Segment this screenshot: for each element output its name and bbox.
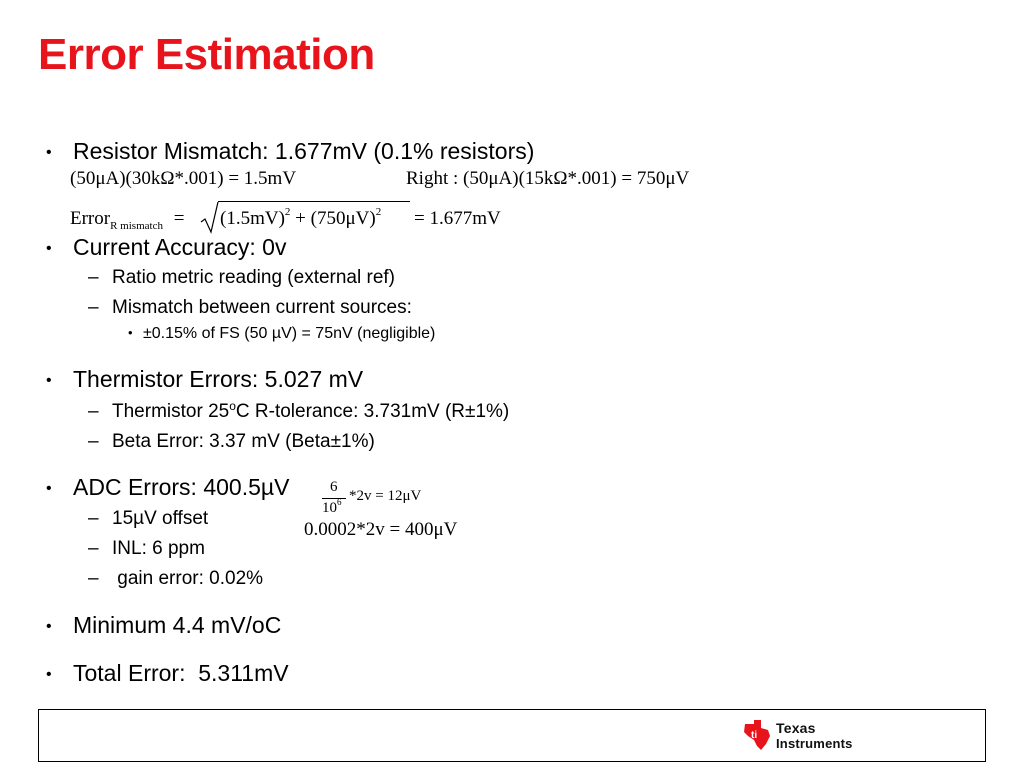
dash-marker: – (88, 267, 99, 288)
bullet-dot: • (46, 480, 52, 497)
bullet-dot: • (46, 618, 52, 635)
equation-error-result: = 1.677mV (414, 208, 501, 229)
dash-marker: – (88, 401, 99, 422)
thermistor-tol-pre: Thermistor 25 (112, 401, 230, 422)
sub-ratio-metric: Ratio metric reading (external ref) (112, 267, 395, 288)
equation-gain-calc: 0.0002*2v = 400μV (304, 519, 458, 540)
frac-rest: *2v = 12μV (349, 488, 422, 504)
bullet-dot: • (46, 240, 52, 257)
equation-error-word: Error (70, 208, 111, 229)
sub-mismatch-sources: Mismatch between current sources: (112, 297, 412, 318)
sub-beta-error: Beta Error: 3.37 mV (Beta±1%) (112, 431, 375, 452)
bullet-dot: • (46, 144, 52, 161)
bullet-minimum: Minimum 4.4 mV/oC (73, 612, 282, 638)
bullet-dot: • (46, 372, 52, 389)
equation-right-calc (406, 168, 689, 190)
bullet-resistor-mismatch: Resistor Mismatch: 1.677mV (0.1% resistors) (73, 138, 535, 164)
dash-marker: – (88, 297, 99, 318)
sqrt-symbol-icon (200, 200, 220, 234)
equation-exp-a: 2 (284, 206, 291, 218)
bullet-dot: • (46, 666, 52, 683)
bullet-total-error: Total Error: 5.311mV (73, 660, 289, 686)
sub-thermistor-tolerance (112, 401, 509, 423)
equation-error-mismatch: Error$_{R mismatch}$ = (70, 208, 185, 232)
dash-marker: – (88, 508, 99, 529)
dash-marker: – (88, 431, 99, 452)
ti-logo-line1: Texas (776, 720, 816, 736)
frac-denominator (322, 497, 342, 517)
equation-error-subscript: R mismatch (110, 220, 163, 232)
ti-state-icon (742, 718, 774, 752)
sub-adc-inl: INL: 6 ppm (112, 538, 205, 559)
bullet-thermistor-errors: Thermistor Errors: 5.027 mV (73, 366, 364, 392)
sub-sub-fs-detail: ±0.15% of FS (50 µV) = 75nV (negligible) (143, 325, 436, 342)
equation-term-a: (1.5mV) (220, 208, 285, 229)
equation-left-calc: (50μA)(30kΩ*.001) = 1.5mV (70, 168, 297, 189)
bullet-adc-errors: ADC Errors: 400.5µV (73, 474, 290, 500)
dash-marker: – (88, 538, 99, 559)
svg-text:ti: ti (751, 730, 758, 741)
bullet-dot: • (128, 325, 133, 340)
equation-sqrt-content: $(1.5mV)^2 + (750\mu V)^2$ (220, 206, 382, 229)
frac-numerator: 6 (330, 479, 338, 495)
sqrt-bar (218, 201, 410, 202)
sub-adc-gain-error: gain error: 0.02% (112, 568, 264, 589)
frac-den-exp: 6 (337, 497, 342, 507)
thermistor-tol-sup: o (229, 399, 236, 413)
equation-exp-b: 2 (375, 206, 382, 218)
ti-logo (742, 718, 872, 754)
slide-title: Error Estimation (38, 30, 375, 79)
ti-logo-line2: Instruments (776, 736, 853, 751)
thermistor-tol-post: C R-tolerance: 3.731mV (R±1%) (235, 401, 510, 422)
frac-bar (322, 498, 346, 499)
dash-marker: – (88, 568, 99, 589)
equation-right-label: Right : (406, 168, 464, 189)
bullet-current-accuracy: Current Accuracy: 0v (73, 234, 287, 260)
sub-adc-offset: 15µV offset (112, 508, 209, 529)
equation-term-b: (750μV) (310, 208, 376, 229)
frac-den-base: 10 (322, 500, 337, 516)
equation-right-value: (50μA)(15kΩ*.001) = 750μV (463, 168, 690, 189)
